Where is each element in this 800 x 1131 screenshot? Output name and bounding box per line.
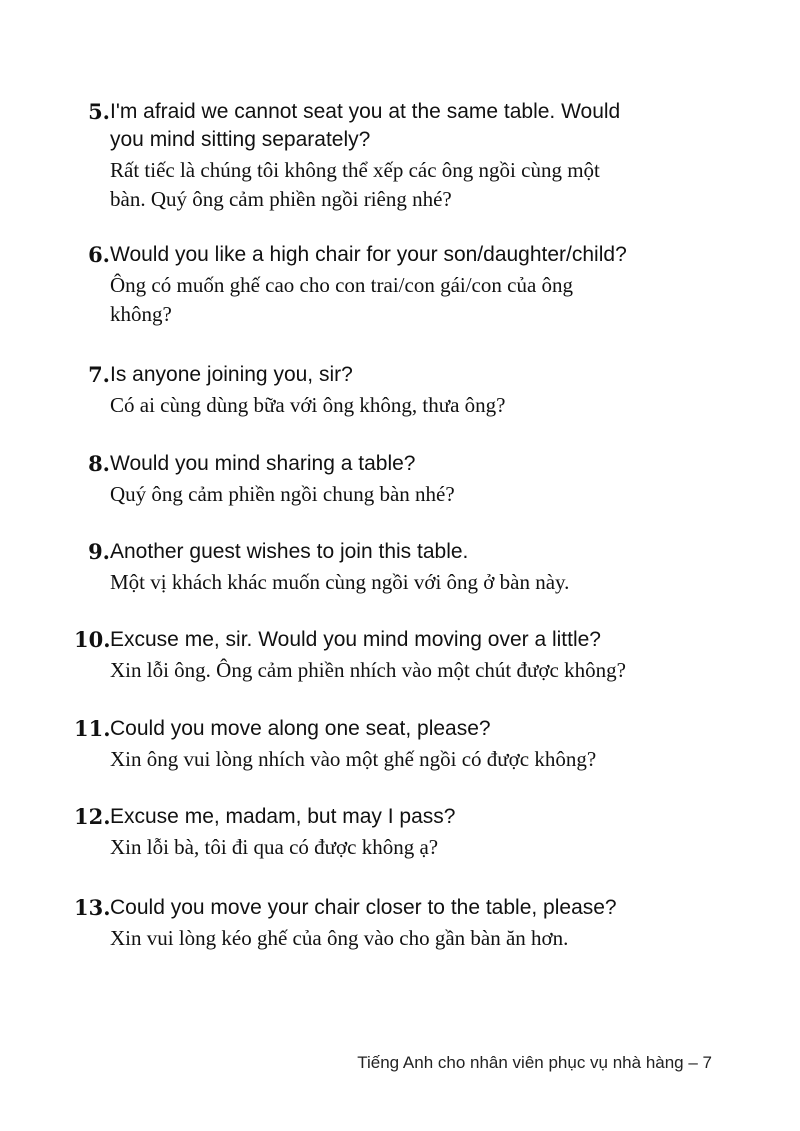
item-number: 6. — [88, 242, 110, 267]
english-phrase: Another guest wishes to join this table. — [110, 540, 469, 563]
english-phrase: Excuse me, madam, but may I pass? — [110, 805, 456, 828]
phrase-item-11 — [74, 715, 734, 774]
vietnamese-translation: Rất tiếc là chúng tôi không thể xếp các ông ngồi cùng một bàn. Quý ông cảm phiền ngồi riêng nhé? — [110, 158, 600, 211]
item-number: 12. — [74, 804, 111, 829]
vietnamese-translation: Xin vui lòng kéo ghế của ông vào cho gần bàn ăn hơn. — [110, 926, 569, 950]
english-phrase: I'm afraid we cannot seat you at the same table. Would you mind sitting separately? — [110, 100, 621, 151]
english-phrase: Would you mind sharing a table? — [110, 452, 416, 475]
vietnamese-translation: Xin lỗi bà, tôi đi qua có được không ạ? — [110, 835, 439, 859]
phrase-item-7 — [74, 361, 734, 420]
vietnamese-translation: Một vị khách khác muốn cùng ngồi với ông ở bàn này. — [110, 570, 570, 594]
vietnamese-translation: Xin ông vui lòng nhích vào một ghế ngồi có được không? — [110, 747, 597, 771]
english-phrase: Could you move along one seat, please? — [110, 717, 491, 740]
phrase-item-6 — [74, 241, 734, 329]
item-number: 5. — [88, 99, 110, 124]
item-number: 8. — [88, 451, 110, 476]
english-phrase: Is anyone joining you, sir? — [110, 363, 353, 386]
vietnamese-translation: Xin lỗi ông. Ông cảm phiền nhích vào một chút được không? — [110, 658, 626, 682]
vietnamese-translation: Có ai cùng dùng bữa với ông không, thưa ông? — [110, 393, 506, 417]
phrase-item-8 — [74, 450, 734, 509]
phrase-item-9 — [74, 538, 734, 597]
phrase-item-13 — [74, 894, 734, 953]
item-number: 10. — [74, 627, 111, 652]
vietnamese-translation: Ông có muốn ghế cao cho con trai/con gái/con của ông không? — [110, 273, 574, 326]
item-number: 13. — [74, 895, 111, 920]
english-phrase: Would you like a high chair for your son/daughter/child? — [110, 243, 627, 266]
phrase-item-5 — [74, 98, 734, 214]
phrase-item-10 — [74, 626, 734, 685]
english-phrase: Could you move your chair closer to the table, please? — [110, 896, 617, 919]
english-phrase: Excuse me, sir. Would you mind moving over a little? — [110, 628, 601, 651]
item-number: 11. — [74, 716, 111, 741]
vietnamese-translation: Quý ông cảm phiền ngồi chung bàn nhé? — [110, 482, 455, 506]
phrase-item-12 — [74, 803, 734, 862]
item-number: 9. — [88, 539, 110, 564]
item-number: 7. — [88, 362, 110, 387]
page-footer: Tiếng Anh cho nhân viên phục vụ nhà hàng – 7 — [357, 1053, 712, 1072]
